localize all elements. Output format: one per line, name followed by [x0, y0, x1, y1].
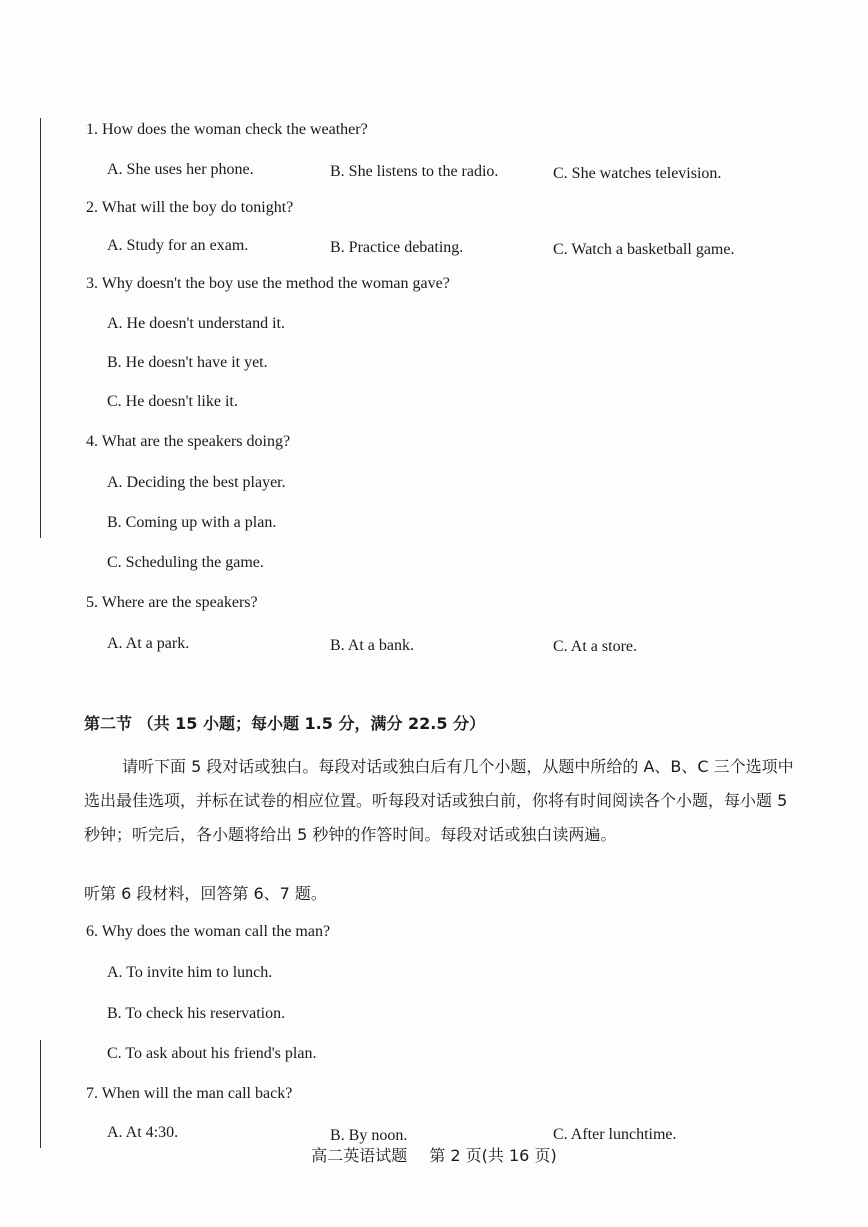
binding-margin-line-bottom	[40, 1040, 41, 1148]
answer-option: B. By noon.	[330, 1127, 408, 1144]
answer-option: C. He doesn't like it.	[107, 393, 238, 410]
answer-option: C. After lunchtime.	[553, 1126, 677, 1143]
answer-option: B. She listens to the radio.	[330, 163, 499, 180]
question-stem: 7. When will the man call back?	[86, 1085, 293, 1102]
answer-option: A. To invite him to lunch.	[107, 964, 273, 981]
footer-page-number: 第 2 页(共 16 页)	[429, 1146, 557, 1165]
answer-option: C. At a store.	[553, 638, 637, 655]
answer-option: C. Watch a basketball game.	[553, 241, 735, 258]
question-stem: 5. Where are the speakers?	[86, 594, 258, 611]
section-title: 第二节 （共 15 小题；每小题 1.5 分，满分 22.5 分）	[84, 714, 486, 733]
question-stem: 4. What are the speakers doing?	[86, 433, 291, 450]
answer-option: A. Study for an exam.	[107, 237, 249, 254]
answer-option: A. He doesn't understand it.	[107, 315, 285, 332]
answer-option: C. Scheduling the game.	[107, 554, 264, 571]
answer-option: C. She watches television.	[553, 165, 722, 182]
question-stem: 2. What will the boy do tonight?	[86, 199, 294, 216]
section-instructions: 请听下面 5 段对话或独白。每段对话或独白后有几个小题，从题中所给的 A、B、C 三个选项中选出最佳选项，并标在试卷的相应位置。听每段对话或独白前，你将有时间阅读各个小题，每小题 5 秒钟；听完后，各小题将给出 5 秒钟的作答时间。每段对话或独白读两遍。	[84, 757, 794, 844]
answer-option: A. At 4:30.	[107, 1124, 179, 1141]
answer-option: B. At a bank.	[330, 637, 414, 654]
answer-option: A. Deciding the best player.	[107, 474, 286, 491]
question-stem: 1. How does the woman check the weather?	[86, 121, 368, 138]
answer-option: B. Coming up with a plan.	[107, 514, 277, 531]
answer-option: A. At a park.	[107, 635, 190, 652]
answer-option: B. Practice debating.	[330, 239, 464, 256]
question-stem: 6. Why does the woman call the man?	[86, 923, 331, 940]
footer-subject: 高二英语试题	[311, 1146, 408, 1165]
question-stem: 3. Why doesn't the boy use the method the woman gave?	[86, 275, 450, 292]
page-footer	[0, 1143, 868, 1166]
answer-option: C. To ask about his friend's plan.	[107, 1045, 317, 1062]
answer-option: B. He doesn't have it yet.	[107, 354, 268, 371]
material-note: 听第 6 段材料，回答第 6、7 题。	[84, 884, 327, 903]
answer-option: B. To check his reservation.	[107, 1005, 286, 1022]
answer-option: A. She uses her phone.	[107, 161, 254, 178]
binding-margin-line-top	[40, 118, 41, 538]
